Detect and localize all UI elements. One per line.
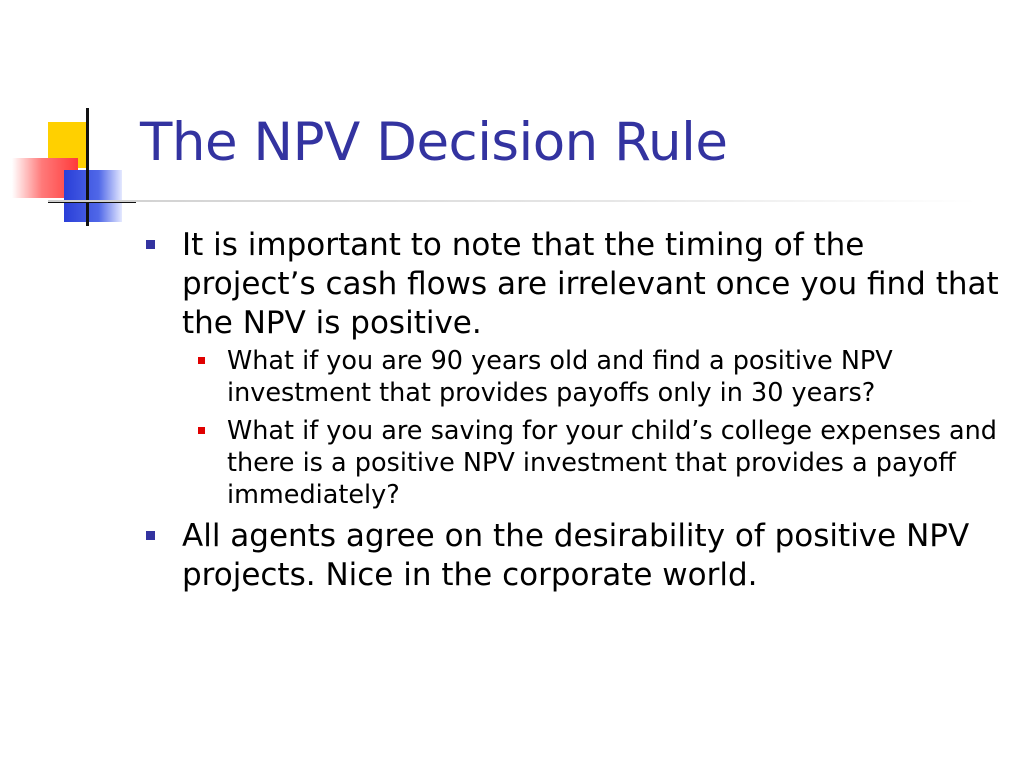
logo-vertical-line: [86, 108, 89, 226]
sub-bullet-item: [146, 345, 1006, 409]
square-bullet-icon: [198, 357, 205, 364]
sub-bullet-text: What if you are saving for your child’s college expenses and there is a positive NPV investment that provides a payoff immediately?: [227, 416, 997, 510]
slide-title: The NPV Decision Rule: [140, 112, 728, 173]
title-underline: [48, 200, 978, 202]
sub-bullet-text: What if you are 90 years old and find a positive NPV investment that provides payoffs only in 30 years?: [227, 346, 893, 408]
slide-logo-decoration: [0, 0, 150, 240]
slide-body: [146, 226, 1006, 597]
bullet-text: It is important to note that the timing of the project’s cash flows are irrelevant once you find that the NPV is positive.: [182, 227, 999, 341]
square-bullet-icon: [146, 531, 155, 540]
bullet-text: All agents agree on the desirability of positive NPV projects. Nice in the corporate world.: [182, 518, 970, 593]
square-bullet-icon: [198, 427, 205, 434]
sub-bullet-item: [146, 415, 1006, 511]
bullet-item: [146, 517, 1006, 595]
logo-blue-square: [64, 170, 122, 222]
square-bullet-icon: [146, 240, 155, 249]
bullet-item: [146, 226, 1006, 343]
